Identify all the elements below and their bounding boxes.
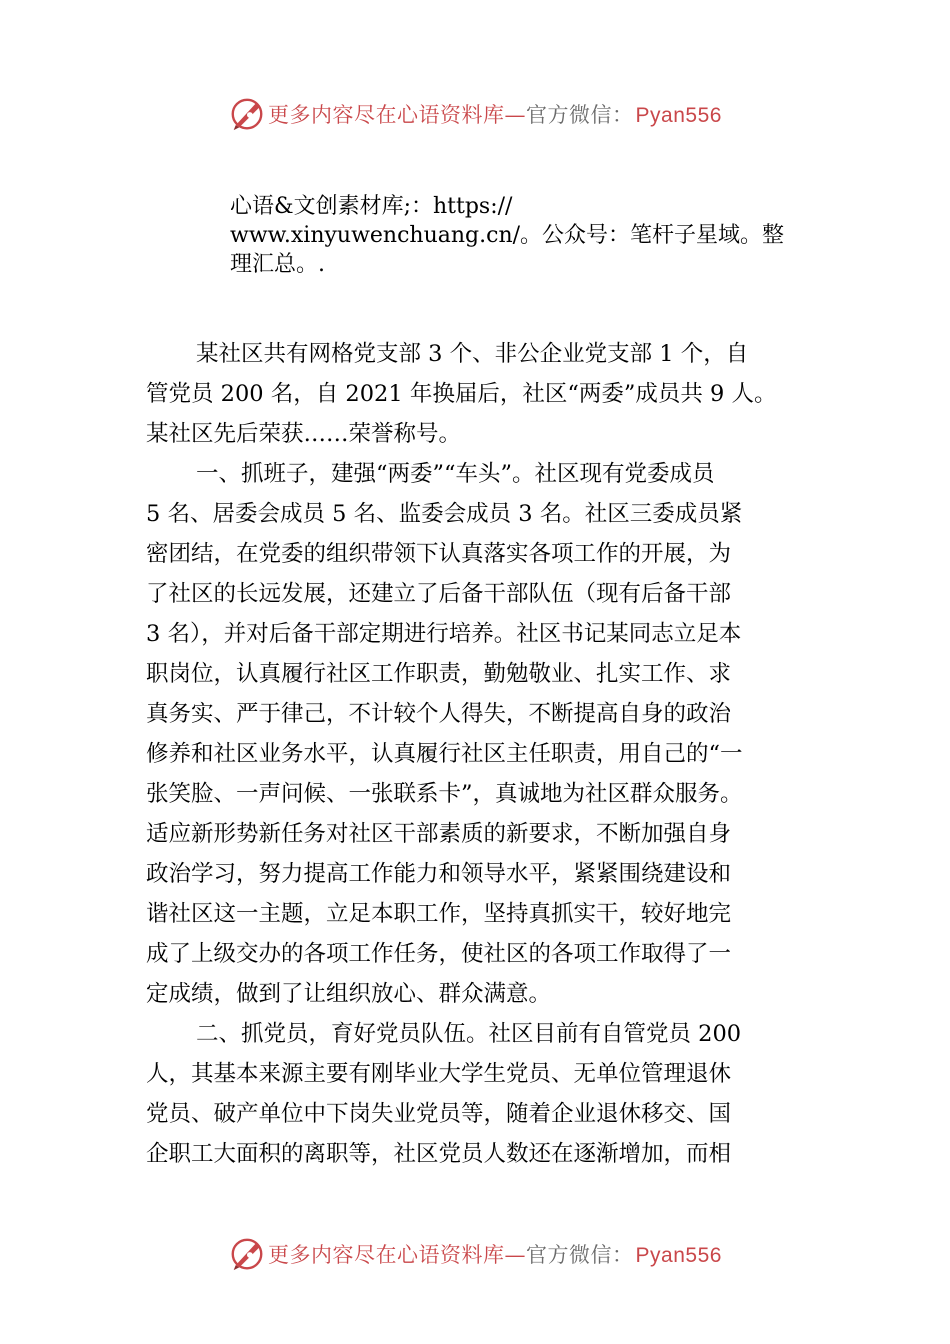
- pen-logo-icon: [228, 95, 266, 133]
- pen-logo-icon: [228, 1235, 266, 1273]
- text-line: 人，其基本来源主要有刚毕业大学生党员、无单位管理退休: [146, 1061, 732, 1087]
- text-line: 成了上级交办的各项工作任务，使社区的各项工作取得了一: [146, 941, 732, 967]
- intro-line: www.xinyuwenchuang.cn/。公众号：笔杆子星域。整: [230, 223, 785, 248]
- banner-handle: Pyan556: [635, 104, 722, 127]
- banner-text: [268, 1239, 722, 1269]
- intro-line: 理汇总。.: [230, 252, 325, 277]
- text-line: 密团结，在党委的组织带领下认真落实各项工作的开展，为: [146, 541, 732, 567]
- text-line: 5 名、居委会成员 5 名、监委会成员 3 名。社区三委成员紧: [146, 501, 743, 527]
- text-line: 管党员 200 名，自 2021 年换届后，社区“两委”成员共 9 人。: [146, 381, 777, 407]
- text-line: 二、抓党员，育好党员队伍。社区目前有自管党员 200: [196, 1021, 742, 1047]
- text-line: 一、抓班子，建强“两委”“车头”。社区现有党委成员: [196, 461, 715, 487]
- text-line: 党员、破产单位中下岗失业党员等，随着企业退休移交、国: [146, 1101, 732, 1127]
- banner-wechat-label: 官方微信：: [526, 103, 634, 127]
- banner-dash: —: [504, 1243, 527, 1267]
- paragraph-members: [146, 1014, 811, 1174]
- intro-line: 心语&文创素材库;：https://: [230, 194, 513, 219]
- paragraph-leadership: [146, 454, 811, 1014]
- text-line: 企职工大面积的离职等，社区党员人数还在逐渐增加，而相: [146, 1141, 732, 1167]
- banner-wechat-label: 官方微信：: [526, 1243, 634, 1267]
- text-line: 某社区共有网格党支部 3 个、非公企业党支部 1 个，自: [196, 341, 749, 367]
- text-line: 政治学习，努力提高工作能力和领导水平，紧紧围绕建设和: [146, 861, 732, 887]
- banner-handle: Pyan556: [635, 1244, 722, 1267]
- text-line: 适应新形势新任务对社区干部素质的新要求，不断加强自身: [146, 821, 732, 847]
- paragraph-overview: [146, 334, 811, 454]
- text-line: 某社区先后荣获……荣誉称号。: [146, 421, 462, 447]
- text-line: 修养和社区业务水平，认真履行社区主任职责，用自己的“一: [146, 741, 743, 767]
- text-line: 张笑脸、一声问候、一张联系卡”，真诚地为社区群众服务。: [146, 781, 743, 807]
- banner-dash: —: [504, 103, 527, 127]
- header-banner: [0, 94, 950, 134]
- text-line: 3 名），并对后备干部定期进行培养。社区书记某同志立足本: [146, 621, 742, 647]
- text-line: 定成绩，做到了让组织放心、群众满意。: [146, 981, 552, 1007]
- banner-prefix: 更多内容尽在心语资料库: [268, 103, 505, 127]
- document-body: [146, 334, 811, 1174]
- banner-text: [268, 99, 722, 129]
- text-line: 谐社区这一主题，立足本职工作，坚持真抓实干，较好地完: [146, 901, 732, 927]
- text-line: 真务实、严于律己，不计较个人得失，不断提高自身的政治: [146, 701, 732, 727]
- intro-block: [230, 192, 830, 279]
- footer-banner: [0, 1234, 950, 1274]
- text-line: 职岗位，认真履行社区工作职责，勤勉敬业、扎实工作、求: [146, 661, 732, 687]
- banner-prefix: 更多内容尽在心语资料库: [268, 1243, 505, 1267]
- text-line: 了社区的长远发展，还建立了后备干部队伍（现有后备干部: [146, 581, 732, 607]
